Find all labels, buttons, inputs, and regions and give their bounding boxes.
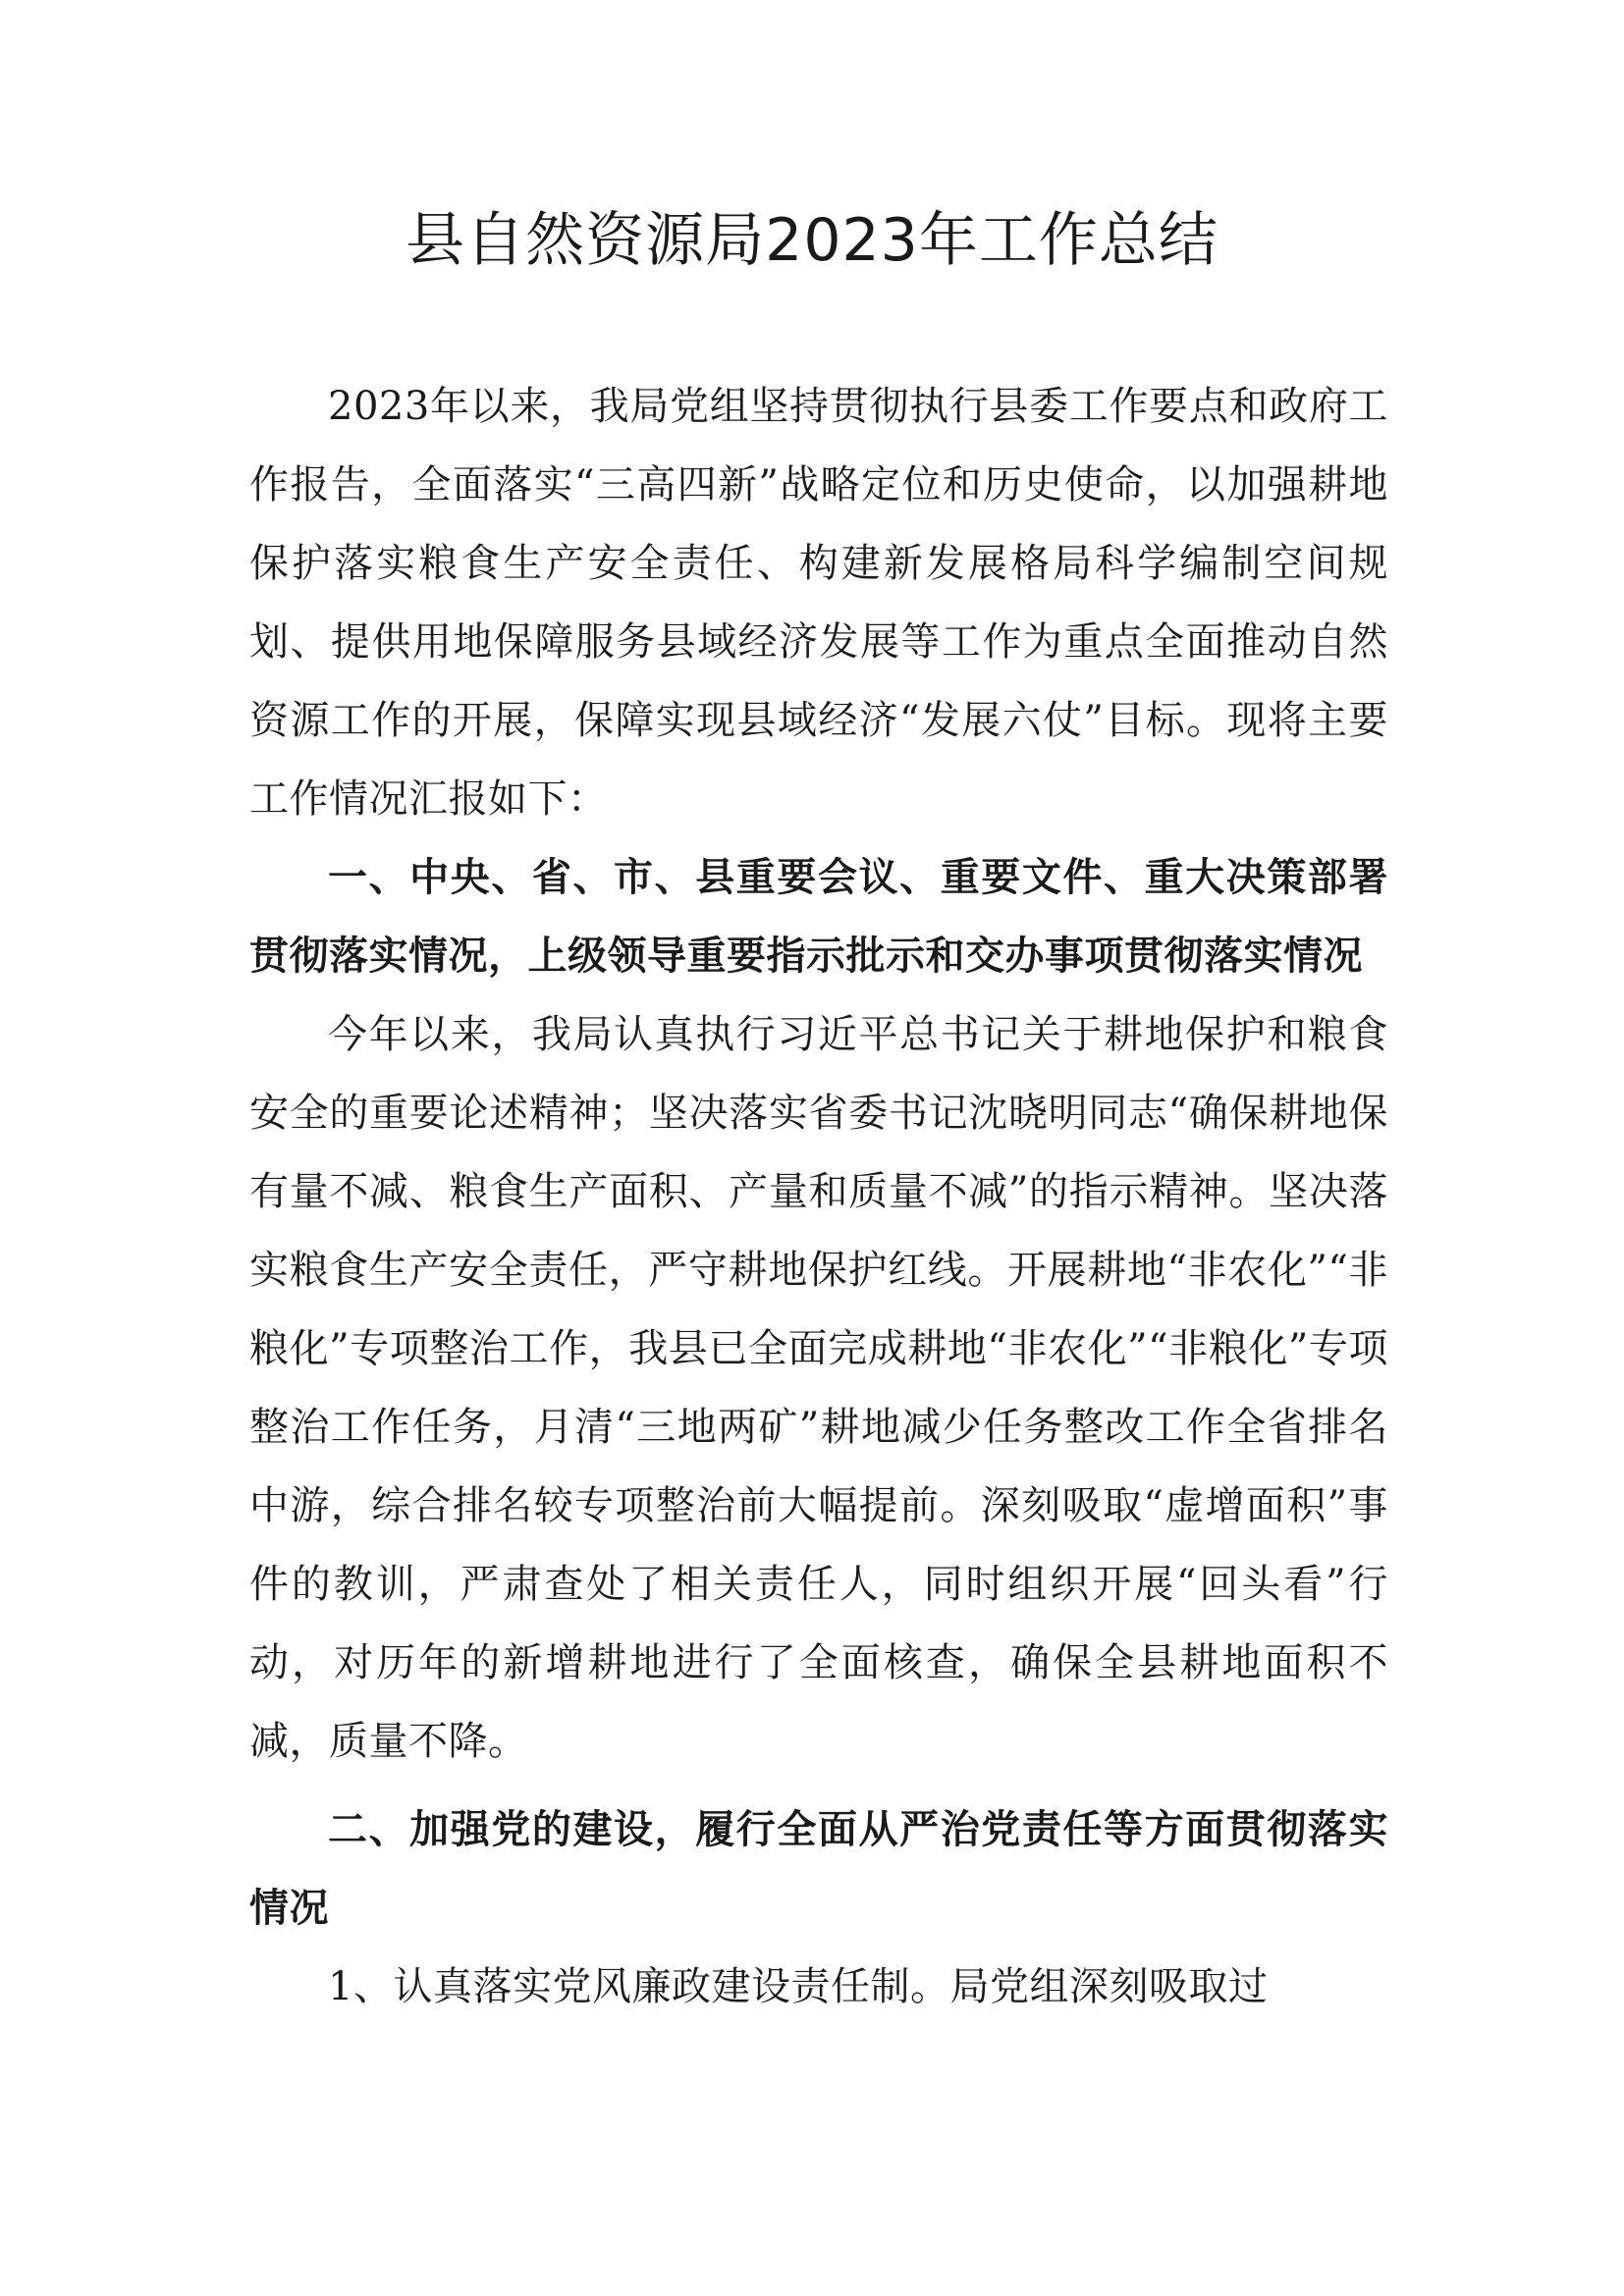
intro-paragraph: 2023年以来，我局党组坚持贯彻执行县委工作要点和政府工作报告，全面落实“三高四新”战略定位和历史使命，以加强耕地保护落实粮食生产安全责任、构建新发展格局科学编制空间规划、提供用地保障服务县域经济发展等工作为重点全面推动自然资源工作的开展，保障实现县域经济“发展六仗”目标。现将主要工作情况汇报如下：: [249, 384, 1388, 822]
document-body: [249, 367, 1388, 2026]
section-paragraph-2: 1、认真落实党风廉政建设责任制。局党组深刻吸取过: [328, 1964, 1269, 2009]
section-paragraph-1: 今年以来，我局认真执行习近平总书记关于耕地保护和粮食安全的重要论述精神；坚决落实省委书记沈晓明同志“确保耕地保有量不减、粮食生产面积、产量和质量不减”的指示精神。坚决落实粮食生产安全责任，严守耕地保护红线。开展耕地“非农化”“非粮化”专项整治工作，我县已全面完成耕地“非农化”“非粮化”专项整治工作任务，月清“三地两矿”耕地减少任务整改工作全省排名中游，综合排名较专项整治前大幅提前。深刻吸取“虚增面积”事件的教训，严肃查处了相关责任人，同时组织开展“回头看”行动，对历年的新增耕地进行了全面核查，确保全县耕地面积不减，质量不降。: [249, 1012, 1388, 1764]
section-heading-2: 二、加强党的建设，履行全面从严治党责任等方面贯彻落实情况: [249, 1807, 1388, 1931]
document-title: 县自然资源局2023年工作总结: [406, 206, 1218, 275]
section-heading-1: 一、中央、省、市、县重要会议、重要文件、重大决策部署贯彻落实情况，上级领导重要指示批示和交办事项贯彻落实情况: [249, 855, 1388, 979]
